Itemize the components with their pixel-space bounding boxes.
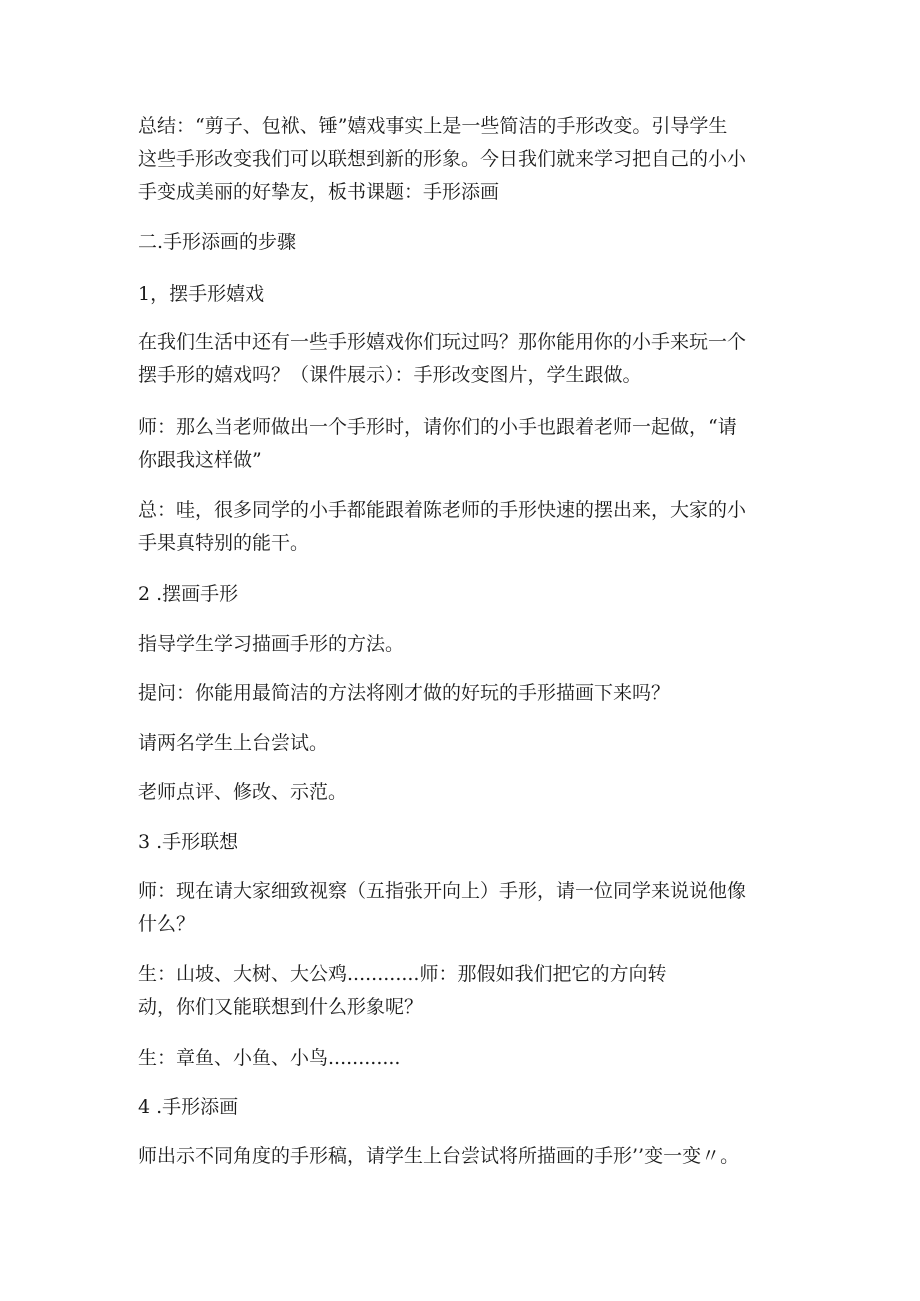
paragraph — [138, 776, 790, 809]
text-line: 2 .摆画手形 — [138, 583, 239, 605]
text-line: 师：现在请大家细致视察（五指张开向上）手形，请一位同学来说说他像 — [138, 880, 747, 902]
paragraph — [138, 727, 790, 760]
paragraph — [138, 1042, 790, 1075]
paragraph — [138, 677, 790, 710]
text-line: 师：那么当老师做出一个手形时，请你们的小手也跟着老师一起做，“请 — [138, 416, 737, 438]
text-line: 总结：“剪子、包袱、锤”嬉戏事实上是一些简洁的手形改变。引导学生 — [138, 115, 728, 137]
paragraph — [138, 1140, 790, 1173]
section-heading — [138, 226, 790, 259]
text-line: 指导学生学习描画手形的方法。 — [138, 633, 405, 655]
text-line: 生：山坡、大树、大公鸡............师：那假如我们把它的方向转 — [138, 963, 667, 985]
text-line: 什么？ — [138, 913, 196, 935]
step-heading-4 — [138, 1091, 790, 1124]
text-line: 手变成美丽的好挚友，板书课题：手形添画 — [138, 181, 500, 203]
text-line: 请两名学生上台尝试。 — [138, 732, 329, 754]
step-heading-2 — [138, 578, 790, 611]
text-line: 手果真特别的能干。 — [138, 532, 310, 554]
paragraph — [138, 875, 790, 941]
paragraph — [138, 326, 790, 392]
text-line: 师出示不同角度的手形稿，请学生上台尝试将所描画的手形’’变一变〃。 — [138, 1145, 740, 1167]
text-line: 提问：你能用最简洁的方法将刚才做的好玩的手形描画下来吗？ — [138, 682, 671, 704]
text-line: 这些手形改变我们可以联想到新的形象。今日我们就来学习把自己的小小 — [138, 148, 747, 170]
step-heading-3 — [138, 826, 790, 859]
step-heading-1 — [138, 278, 790, 311]
text-line: 在我们生活中还有一些手形嬉戏你们玩过吗？那你能用你的小手来玩一个 — [138, 331, 747, 353]
paragraph — [138, 958, 790, 1024]
summary-paragraph — [138, 110, 790, 209]
text-line: 生：章鱼、小鱼、小鸟............ — [138, 1047, 401, 1069]
text-line: 动，你们又能联想到什么形象呢？ — [138, 996, 424, 1018]
text-line: 4 .手形添画 — [138, 1096, 239, 1118]
text-line: 二.手形添画的步骤 — [138, 231, 297, 253]
paragraph — [138, 494, 790, 560]
text-line: 3 .手形联想 — [138, 831, 239, 853]
text-line: 总：哇，很多同学的小手都能跟着陈老师的手形快速的摆出来，大家的小 — [138, 499, 747, 521]
text-line: 摆手形的嬉戏吗？（课件展示）：手形改变图片，学生跟做。 — [138, 364, 642, 386]
text-line: 你跟我这样做” — [138, 449, 262, 471]
paragraph — [138, 628, 790, 661]
text-line: 1，摆手形嬉戏 — [138, 283, 265, 305]
paragraph — [138, 411, 790, 477]
text-line: 老师点评、修改、示范。 — [138, 781, 348, 803]
